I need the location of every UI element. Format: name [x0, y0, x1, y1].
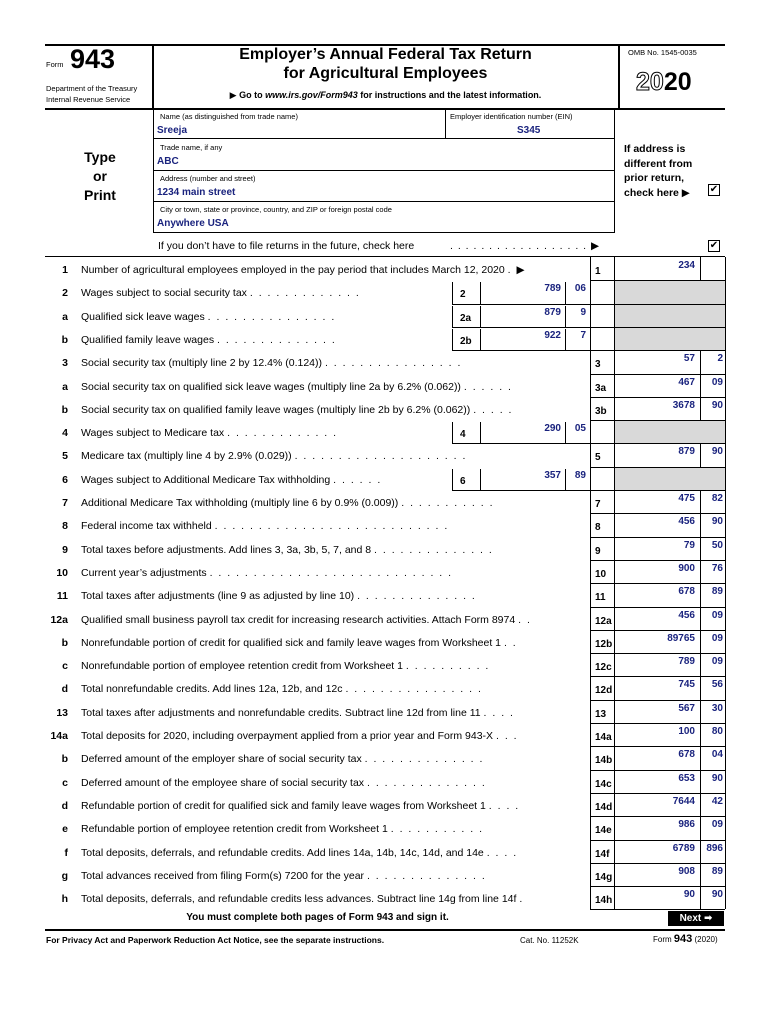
line-number: 7	[62, 497, 68, 509]
line-box-label: 12d	[595, 685, 613, 697]
line-description: Refundable portion of credit for qualified sick and family leave wages from Worksheet 1 . . . .	[81, 799, 520, 812]
line-description: Federal income tax withheld . . . . . . . . . . . . . . . . . . . . . . . . . . .	[81, 520, 449, 533]
line-description: Total deposits, deferrals, and refundable credits. Add lines 14a, 14b, 14c, 14d, and 14e . . . .	[81, 846, 518, 859]
amount-cents-field[interactable]: 30	[711, 702, 723, 714]
line-description: Total advances received from filing Form(s) 7200 for the year . . . . . . . . . . . . . .	[81, 869, 487, 882]
line-description: Nonrefundable portion of employee retention credit from Worksheet 1 . . . . . . . . . .	[81, 660, 490, 673]
amount-dollars-field[interactable]: 789	[678, 656, 695, 668]
amount-dollars-field[interactable]: 456	[678, 609, 695, 621]
dept-treasury: Department of the Treasury	[46, 84, 138, 93]
amount-cents-field[interactable]: 89	[711, 586, 723, 598]
arrow-right-icon: ➡	[704, 913, 713, 924]
amount-dollars-field[interactable]: 900	[678, 562, 695, 574]
amount-cents-field[interactable]: 09	[711, 376, 723, 388]
amount-dollars-field[interactable]: 290	[544, 423, 561, 435]
line-box-label: 14g	[595, 871, 613, 883]
line-box-label: 3	[595, 359, 601, 371]
tax-year: 2020	[636, 68, 692, 96]
amount-cents-field[interactable]: 09	[711, 609, 723, 621]
amount-cents-field[interactable]: 2	[717, 353, 723, 365]
amount-cents-field[interactable]: 09	[711, 632, 723, 644]
amount-dollars-field[interactable]: 879	[544, 306, 561, 318]
amount-dollars-field[interactable]: 567	[678, 702, 695, 714]
line-box-label: 9	[595, 545, 601, 557]
line-box-label: 2	[460, 289, 466, 301]
amount-dollars-field[interactable]: 908	[678, 865, 695, 877]
line-box-label: 14a	[595, 732, 612, 743]
line-box-label: 14e	[595, 825, 612, 837]
line-number: 10	[56, 566, 68, 579]
line-box-label: 6	[460, 475, 466, 487]
amount-dollars-field[interactable]: 89765	[667, 632, 695, 644]
amount-dollars-field[interactable]: 79	[683, 539, 695, 551]
name-field[interactable]: Sreeja	[157, 125, 188, 136]
ein-field[interactable]: S345	[517, 125, 541, 136]
line-box-label: 8	[595, 522, 601, 534]
line-box-label: 14d	[595, 801, 613, 813]
line-box-label: 12b	[595, 638, 613, 650]
line-number: 5	[62, 450, 68, 463]
amount-dollars-field[interactable]: 7644	[672, 795, 695, 807]
future-returns-text: If you don’t have to file returns in the future, check here	[158, 240, 415, 252]
omb-number: OMB No. 1545-0035	[628, 48, 697, 57]
amount-cents-field[interactable]: 09	[711, 819, 723, 831]
amount-cents-field[interactable]: 89	[574, 469, 586, 481]
form-label: Form	[46, 60, 64, 69]
type-or-print: Type or Print	[84, 149, 116, 203]
line-description: Qualified small business payroll tax credit for increasing research activities. Attach Form 8974 . .	[81, 613, 532, 626]
amount-cents-field[interactable]: 90	[711, 889, 723, 901]
irs-url-link[interactable]: www.irs.gov/Form943	[265, 90, 358, 100]
line-description: Wages subject to Medicare tax . . . . . . . . . . . . .	[81, 427, 338, 440]
line-description: Nonrefundable portion of credit for qualified sick and family leave wages from Worksheet 1 . .	[81, 636, 518, 649]
amount-dollars-field[interactable]: 678	[678, 749, 695, 761]
amount-cents-field[interactable]: 7	[580, 329, 586, 341]
line-number: c	[62, 660, 68, 673]
amount-cents-field[interactable]: 90	[711, 399, 723, 411]
line-description: Deferred amount of the employee share of social security tax . . . . . . . . . . . . . .	[81, 776, 487, 789]
amount-dollars-field[interactable]: 986	[678, 819, 695, 831]
line-description: Current year’s adjustments . . . . . . . . . . . . . . . . . . . . . . . . . . . .	[81, 566, 453, 579]
line-box-label: 2a	[460, 312, 472, 324]
amount-cents-field[interactable]: 56	[711, 679, 723, 691]
address-change-checkbox[interactable]: ✔	[709, 184, 719, 195]
trade-name-field[interactable]: ABC	[157, 156, 179, 167]
city-label: City or town, state or province, country, and ZIP or foreign postal code	[160, 205, 392, 214]
catalog-number: Cat. No. 11252K	[520, 936, 579, 945]
line-description: Social security tax on qualified sick leave wages (multiply line 2a by 6.2% (0.062)) . . . . . .	[81, 380, 513, 393]
line-description: Additional Medicare Tax withholding (multiply line 6 by 0.9% (0.009)) . . . . . . . . . . .	[81, 497, 494, 509]
line-number: b	[61, 333, 68, 346]
line-number: b	[61, 403, 68, 416]
amount-dollars-field[interactable]: 745	[678, 679, 695, 691]
line-number: 8	[62, 520, 68, 533]
line-number: 13	[56, 706, 68, 719]
line-box-label: 1	[595, 266, 601, 277]
amount-dollars-field[interactable]: 653	[678, 772, 695, 784]
address-field[interactable]: 1234 main street	[157, 187, 236, 198]
line-box-label: 13	[595, 708, 607, 720]
amount-dollars-field[interactable]: 678	[678, 586, 695, 598]
line-number: a	[62, 380, 68, 393]
amount-cents-field[interactable]: 09	[711, 656, 723, 668]
line-number: 14a	[50, 730, 68, 742]
line-number: c	[62, 776, 68, 789]
amount-dollars-field[interactable]: 90	[683, 889, 695, 901]
line-number: a	[62, 310, 68, 323]
line-box-label: 3a	[595, 382, 607, 394]
line-description: Total deposits for 2020, including overpayment applied from a prior year and Form 943-X . . .	[81, 730, 519, 742]
line-description: Qualified family leave wages . . . . . . . . . . . . . .	[81, 333, 337, 346]
amount-cents-field[interactable]: 05	[574, 423, 586, 435]
amount-dollars-field[interactable]: 6789	[672, 842, 695, 854]
address-label: Address (number and street)	[160, 174, 256, 183]
line-number: f	[64, 846, 68, 859]
line-number: 2	[62, 287, 68, 300]
amount-cents-field[interactable]: 04	[711, 749, 723, 761]
instructions-link-line: ▶ Go to www.irs.gov/Form943 for instructions and the latest information.	[229, 90, 542, 100]
amount-cents-field[interactable]: 76	[711, 562, 723, 574]
ein-label: Employer identification number (EIN)	[450, 112, 573, 121]
line-number: d	[61, 799, 68, 812]
amount-cents-field[interactable]: 42	[711, 795, 723, 807]
line-number: 9	[62, 543, 68, 556]
line-box-label: 14c	[595, 778, 612, 790]
line-number: 4	[62, 427, 68, 440]
title-line-2: for Agricultural Employees	[283, 65, 488, 82]
amount-dollars-field[interactable]: 234	[678, 260, 695, 271]
line-box-label: 14h	[595, 895, 613, 907]
line-box-label: 12c	[595, 662, 612, 674]
amount-cents-field[interactable]: 80	[711, 726, 723, 737]
next-page-button[interactable]: Next ➡	[668, 911, 724, 926]
form-number: 943	[70, 44, 116, 74]
line-description: Total taxes after adjustments (line 9 as adjusted by line 10) . . . . . . . . . . . . . .	[81, 590, 477, 603]
amount-dollars-field[interactable]: 456	[678, 516, 695, 528]
amount-cents-field[interactable]: 90	[711, 446, 723, 458]
line-description: Deferred amount of the employer share of social security tax . . . . . . . . . . . . . .	[81, 753, 484, 766]
line-box-label: 3b	[595, 405, 607, 417]
city-field[interactable]: Anywhere USA	[157, 218, 229, 229]
amount-dollars-field[interactable]: 3678	[672, 399, 695, 411]
line-number: h	[61, 893, 68, 906]
amount-dollars-field[interactable]: 789	[544, 283, 561, 295]
line-box-label: 2b	[460, 335, 472, 347]
line-box-label: 12a	[595, 615, 612, 627]
line-number: 1	[62, 264, 68, 276]
line-description: Medicare tax (multiply line 4 by 2.9% (0.029)) . . . . . . . . . . . . . . . . . . . .	[81, 450, 467, 463]
line-description: Wages subject to Additional Medicare Tax withholding . . . . . .	[81, 473, 382, 486]
line-number: b	[61, 636, 68, 649]
line-number: e	[62, 823, 68, 836]
line-number: b	[61, 753, 68, 766]
line-description: Total taxes after adjustments and nonrefundable credits. Subtract line 12d from line 11 . . . .	[81, 706, 515, 719]
amount-cents-field[interactable]: 90	[711, 772, 723, 784]
amount-dollars-field[interactable]: 475	[678, 493, 695, 504]
line-number: 11	[56, 590, 68, 603]
line-description: Qualified sick leave wages . . . . . . . . . . . . . . .	[81, 310, 336, 323]
line-box-label: 4	[460, 429, 466, 441]
line-number: 6	[62, 473, 68, 486]
amount-cents-field[interactable]: 90	[711, 516, 723, 528]
line-box-label: 11	[595, 592, 606, 604]
line-description: Total deposits, deferrals, and refundable credits less advances. Subtract line 14g from line 14f .	[81, 893, 524, 906]
line-number: 12a	[50, 613, 68, 626]
line-number: 3	[62, 357, 68, 370]
line-description: Total taxes before adjustments. Add lines 3, 3a, 3b, 5, 7, and 8 . . . . . . . . . . . . . .	[81, 543, 494, 556]
irs-label: Internal Revenue Service	[46, 95, 131, 104]
amount-cents-field[interactable]: 896	[706, 842, 723, 854]
amount-dollars-field[interactable]: 357	[544, 469, 561, 481]
line-description: Social security tax (multiply line 2 by 12.4% (0.124)) . . . . . . . . . . . . . . . .	[81, 357, 462, 370]
amount-cents-field[interactable]: 9	[580, 306, 586, 318]
line-description: Refundable portion of employee retention credit from Worksheet 1 . . . . . . . . . . .	[81, 823, 484, 836]
line-box-label: 14f	[595, 848, 610, 860]
name-label: Name (as distinguished from trade name)	[160, 112, 298, 121]
line-number: d	[61, 683, 68, 696]
amount-dollars-field[interactable]: 100	[678, 726, 695, 737]
amount-cents-field[interactable]: 06	[574, 283, 586, 295]
amount-cents-field[interactable]: 50	[711, 539, 723, 551]
line-box-label: 5	[595, 452, 601, 464]
trade-name-label: Trade name, if any	[160, 143, 223, 152]
amount-dollars-field[interactable]: 57	[683, 353, 695, 365]
future-dots: . . . . . . . . . . . . . . . . . . ▶	[450, 240, 601, 252]
future-returns-checkbox[interactable]: ✔	[709, 240, 719, 251]
line-description: Wages subject to social security tax . . . . . . . . . . . . .	[81, 287, 361, 300]
must-complete-notice: You must complete both pages of Form 943 and sign it.	[186, 912, 449, 923]
line-box-label: 7	[595, 499, 601, 510]
line-description: Total nonrefundable credits. Add lines 12a, 12b, and 12c . . . . . . . . . . . . . . . .	[81, 683, 483, 696]
amount-dollars-field[interactable]: 922	[544, 329, 561, 341]
footer-form-id: Form 943 (2020)	[653, 933, 718, 945]
form-title	[153, 45, 618, 83]
amount-dollars-field[interactable]: 467	[678, 376, 695, 388]
line-box-label: 14b	[595, 755, 613, 767]
amount-cents-field[interactable]: 82	[711, 493, 723, 504]
title-line-1: Employer’s Annual Federal Tax Return	[239, 46, 532, 63]
amount-dollars-field[interactable]: 879	[678, 446, 695, 458]
address-change-note: If address is different from prior return, check here ▶	[624, 143, 693, 199]
line-description: Social security tax on qualified family leave wages (multiply line 2b by 6.2% (0.062)) . . . . .	[81, 403, 513, 416]
amount-cents-field[interactable]: 89	[711, 865, 723, 877]
line-number: g	[61, 869, 68, 882]
line-description: Number of agricultural employees employed in the pay period that includes March 12, 2020 . ▶	[81, 264, 527, 276]
privacy-notice: For Privacy Act and Paperwork Reduction Act Notice, see the separate instructions.	[46, 935, 385, 945]
line-box-label: 10	[595, 568, 607, 580]
